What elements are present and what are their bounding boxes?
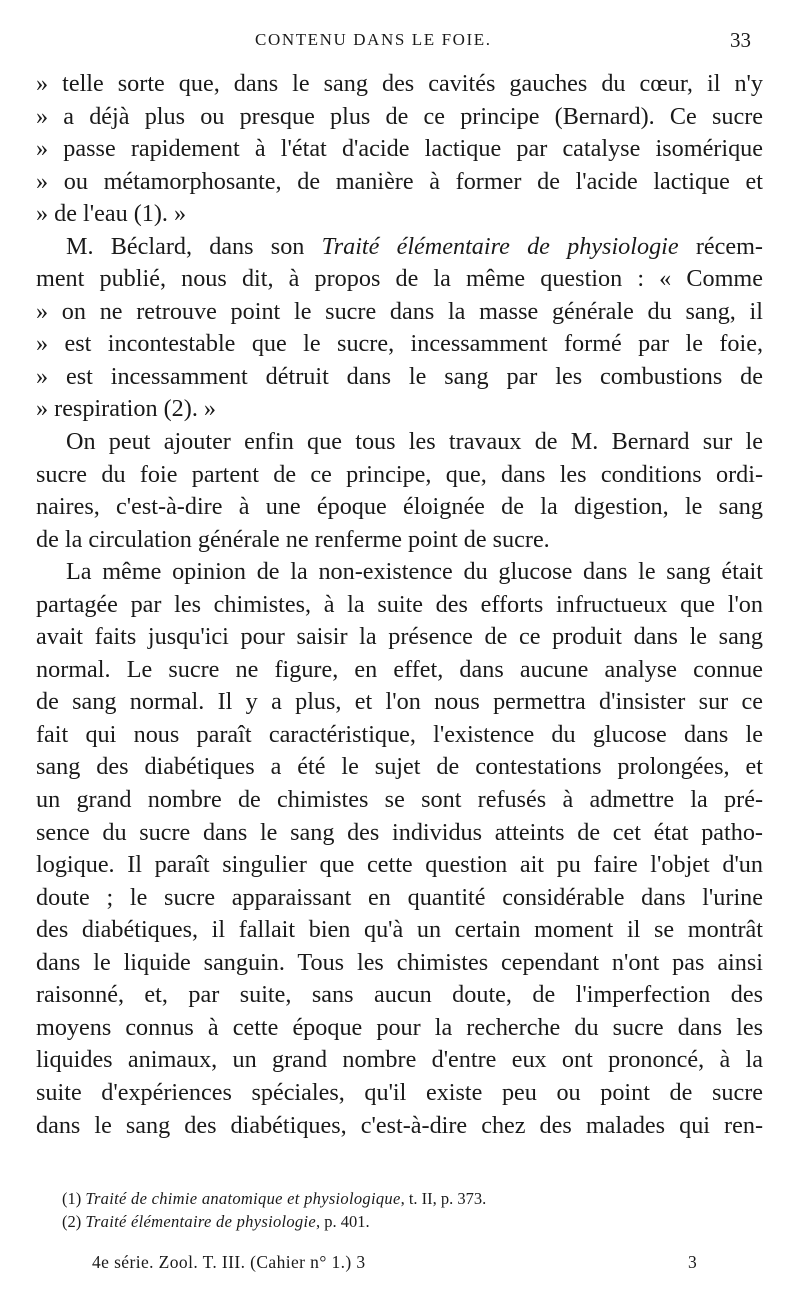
text-line: liquides animaux, un grand nombre d'entre eux ont prononcé, à la [36, 1046, 763, 1074]
text-line: logique. Il paraît singulier que cette question ait pu faire l'objet d'un [36, 851, 763, 879]
text-line: » telle sorte que, dans le sang des cavités gauches du cœur, il n'y [36, 70, 763, 97]
text-line: doute ; le sucre apparaissant en quantité considérable dans l'urine [36, 883, 763, 911]
text-line: » respiration (2). » [36, 395, 217, 423]
text-line [36, 231, 763, 264]
text-line-prefix: M. Béclard, dans son [66, 232, 322, 260]
footnote [62, 1210, 762, 1233]
text-line: fait qui nous paraît caractéristique, l'existence du glucose dans le [36, 720, 763, 748]
text-line: sucre du foie partent de ce principe, que, dans les conditions ordi- [36, 460, 763, 488]
footnote-reference: , p. 401. [316, 1212, 370, 1231]
footnote-mark: (2) [62, 1212, 82, 1231]
text-line: » est incessamment détruit dans le sang par les combustions de [36, 362, 763, 390]
text-line: ment publié, nous dit, à propos de la même question : « Comme [36, 265, 763, 293]
sheet-number: 3 [688, 1252, 697, 1272]
text-line: des diabétiques, il fallait bien qu'à un certain moment il se montrât [36, 916, 763, 944]
text-line: » passe rapidement à l'état d'acide lactique par catalyse isomérique [36, 135, 763, 163]
text-line: » de l'eau (1). » [36, 200, 187, 228]
footnote-reference: , t. II, p. 373. [400, 1189, 487, 1208]
text-line: de sang normal. Il y a plus, et l'on nous permettra d'insister sur ce [36, 688, 763, 716]
text-line: dans le sang des diabétiques, c'est-à-dire chez des malades qui ren- [36, 1111, 763, 1139]
text-line: partagée par les chimistes, à la suite des efforts infructueux que l'on [36, 590, 763, 618]
page-number: 33 [730, 28, 751, 52]
text-line: On peut ajouter enfin que tous les travaux de M. Bernard sur le [66, 428, 763, 456]
text-line: de la circulation générale ne renferme point de sucre. [36, 525, 550, 553]
footnote [62, 1187, 762, 1210]
text-line: naires, c'est-à-dire à une époque éloignée de la digestion, le sang [36, 493, 763, 521]
text-line: » ou métamorphosante, de manière à former de l'acide lactique et [36, 167, 763, 195]
text-line: avait faits jusqu'ici pour saisir la présence de ce produit dans le sang [36, 623, 763, 651]
footnotes [62, 1187, 762, 1233]
text-line: dans le liquide sanguin. Tous les chimistes cependant n'ont pas ainsi [36, 948, 763, 976]
signature-line: 4e série. Zool. T. III. (Cahier n° 1.) 3 [92, 1252, 366, 1272]
text-line: sence du sucre dans le sang des individus atteints de cet état patho- [36, 818, 763, 846]
text-line: La même opinion de la non-existence du glucose dans le sang était [66, 558, 763, 586]
book-title: Traité élémentaire de physiologie [321, 232, 679, 260]
running-title: CONTENU DANS LE FOIE. [255, 30, 492, 49]
text-line-suffix: récem- [678, 232, 763, 260]
text-line: raisonné, et, par suite, sans aucun doute, de l'imperfection des [36, 981, 763, 1009]
body-text [36, 68, 763, 1142]
text-line: un grand nombre de chimistes se sont refusés à admettre la pré- [36, 786, 763, 814]
footnote-title: Traité élémentaire de physiologie [85, 1212, 316, 1231]
text-line: » a déjà plus ou presque plus de ce principe (Bernard). Ce sucre [36, 102, 763, 130]
footnote-title: Traité de chimie anatomique et physiologique [85, 1189, 401, 1208]
footnote-mark: (1) [62, 1189, 82, 1208]
text-line: » on ne retrouve point le sucre dans la masse générale du sang, il [36, 297, 763, 325]
text-line: sang des diabétiques a été le sujet de contestations prolongées, et [36, 753, 763, 781]
text-line: » est incontestable que le sucre, incessamment formé par le foie, [36, 330, 763, 358]
text-line: moyens connus à cette époque pour la recherche du sucre dans les [36, 1013, 763, 1041]
text-line: normal. Le sucre ne figure, en effet, dans aucune analyse connue [36, 655, 763, 683]
text-line: suite d'expériences spéciales, qu'il existe peu ou point de sucre [36, 1078, 763, 1106]
